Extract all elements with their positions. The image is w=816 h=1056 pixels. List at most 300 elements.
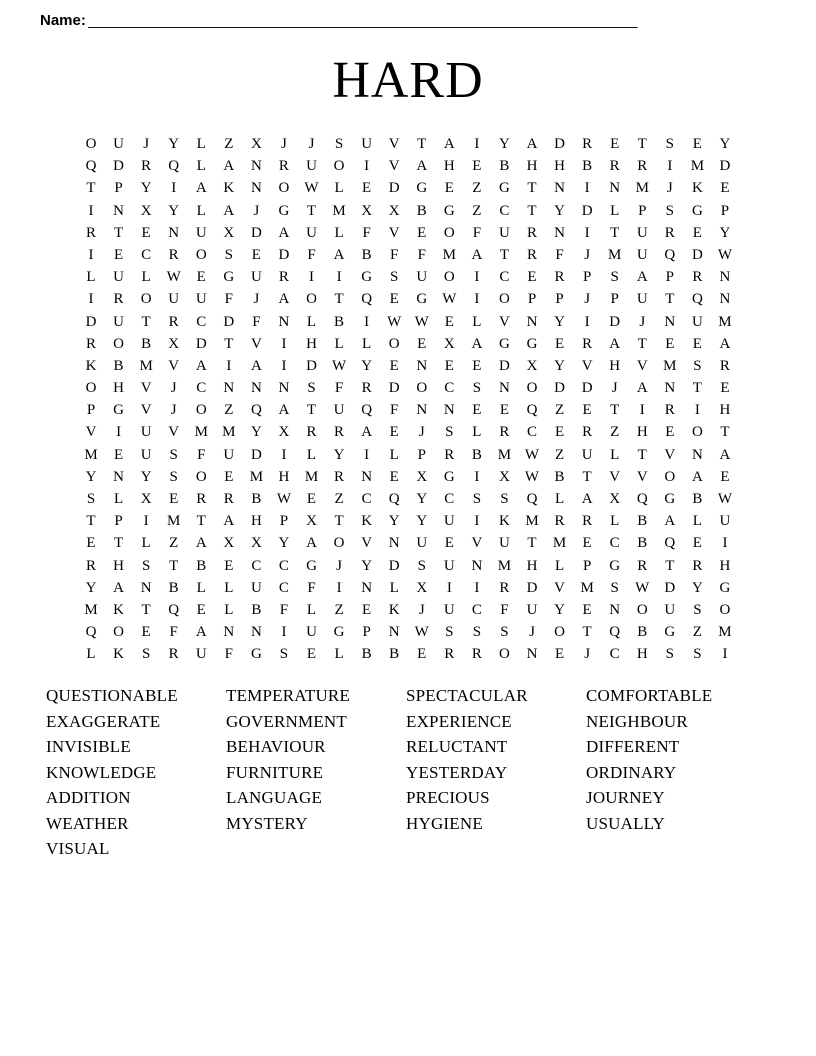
grid-cell[interactable]: E xyxy=(692,136,702,152)
grid-cell[interactable]: G xyxy=(250,646,262,663)
grid-cell[interactable]: A xyxy=(636,269,648,286)
grid-cell[interactable]: S xyxy=(610,269,619,286)
grid-cell[interactable]: J xyxy=(584,291,591,308)
grid-cell[interactable]: O xyxy=(636,601,648,618)
grid-cell[interactable]: T xyxy=(113,224,124,241)
grid-cell[interactable]: R xyxy=(719,357,730,374)
grid-cell[interactable]: I xyxy=(309,269,314,286)
grid-cell[interactable]: T xyxy=(141,601,151,618)
grid-cell[interactable]: Q xyxy=(361,402,373,419)
grid-cell[interactable]: I xyxy=(364,446,370,463)
grid-cell[interactable]: X xyxy=(250,136,262,152)
grid-cell[interactable]: G xyxy=(333,624,345,641)
word-list-item[interactable]: RELUCTANT xyxy=(406,737,508,757)
grid-cell[interactable]: O xyxy=(499,646,510,663)
grid-cell[interactable]: S xyxy=(141,646,151,663)
grid-cell[interactable]: R xyxy=(692,269,703,286)
grid-cell[interactable]: A xyxy=(416,158,428,175)
grid-cell[interactable]: V xyxy=(361,535,373,552)
grid-cell[interactable]: G xyxy=(719,579,731,596)
grid-cell[interactable]: T xyxy=(582,468,592,485)
grid-cell[interactable]: Y xyxy=(85,579,97,596)
grid-cell[interactable]: S xyxy=(224,246,233,263)
grid-cell[interactable]: V xyxy=(250,335,262,352)
grid-cell[interactable]: H xyxy=(636,646,648,663)
grid-cell[interactable]: T xyxy=(720,424,730,441)
grid-cell[interactable]: V xyxy=(471,535,483,552)
grid-cell[interactable]: E xyxy=(196,601,206,618)
grid-cell[interactable]: Z xyxy=(334,491,344,507)
word-list-item[interactable]: PRECIOUS xyxy=(406,788,490,808)
grid-cell[interactable]: X xyxy=(223,535,235,552)
grid-cell[interactable]: U xyxy=(691,313,703,330)
grid-cell[interactable]: O xyxy=(499,291,510,308)
grid-cell[interactable]: L xyxy=(306,601,317,618)
grid-cell[interactable]: I xyxy=(336,579,342,596)
grid-cell[interactable]: I xyxy=(584,180,590,197)
grid-cell[interactable]: K xyxy=(113,646,124,663)
grid-cell[interactable]: L xyxy=(86,646,96,663)
grid-cell[interactable]: T xyxy=(499,246,510,263)
grid-cell[interactable]: A xyxy=(278,224,290,241)
grid-cell[interactable]: H xyxy=(554,158,565,175)
grid-cell[interactable]: P xyxy=(114,513,123,530)
grid-cell[interactable]: E xyxy=(362,601,372,618)
grid-cell[interactable]: R xyxy=(499,424,510,441)
grid-cell[interactable]: R xyxy=(85,557,96,574)
grid-cell[interactable]: E xyxy=(582,402,592,419)
grid-cell[interactable]: M xyxy=(580,579,594,596)
grid-cell[interactable]: J xyxy=(308,136,315,152)
grid-cell[interactable]: W xyxy=(304,180,319,197)
grid-cell[interactable]: P xyxy=(665,269,674,286)
grid-cell[interactable]: I xyxy=(281,357,287,374)
grid-cell[interactable]: G xyxy=(113,402,124,419)
grid-cell[interactable]: H xyxy=(526,557,538,574)
grid-cell[interactable]: V xyxy=(140,402,152,419)
grid-cell[interactable]: Y xyxy=(388,513,400,530)
grid-cell[interactable]: T xyxy=(224,335,234,352)
grid-cell[interactable]: E xyxy=(389,424,399,441)
grid-cell[interactable]: D xyxy=(388,557,400,574)
grid-cell[interactable]: X xyxy=(416,579,428,596)
grid-cell[interactable]: R xyxy=(334,424,345,441)
grid-cell[interactable]: S xyxy=(445,424,454,441)
grid-cell[interactable]: R xyxy=(196,491,207,507)
grid-cell[interactable]: S xyxy=(279,646,289,663)
grid-cell[interactable]: M xyxy=(497,557,512,574)
grid-cell[interactable]: E xyxy=(389,357,399,374)
grid-cell[interactable]: N xyxy=(113,468,124,485)
grid-cell[interactable]: J xyxy=(170,402,177,419)
grid-cell[interactable]: G xyxy=(443,202,455,219)
grid-cell[interactable]: N xyxy=(223,624,235,641)
word-list-item[interactable]: MYSTERY xyxy=(226,813,308,833)
grid-cell[interactable]: S xyxy=(610,579,619,596)
grid-cell[interactable]: D xyxy=(85,313,97,330)
grid-cell[interactable]: L xyxy=(554,557,565,574)
grid-cell[interactable]: E xyxy=(582,535,592,552)
grid-cell[interactable]: N xyxy=(416,357,428,374)
grid-cell[interactable]: N xyxy=(499,380,510,397)
grid-cell[interactable]: U xyxy=(306,224,317,241)
grid-cell[interactable]: G xyxy=(306,557,317,574)
grid-cell[interactable]: Q xyxy=(526,491,538,507)
word-list-item[interactable]: HYGIENE xyxy=(406,813,483,833)
grid-cell[interactable]: M xyxy=(718,313,732,330)
grid-cell[interactable]: C xyxy=(444,380,455,397)
grid-cell[interactable]: E xyxy=(582,601,592,618)
grid-cell[interactable]: K xyxy=(691,180,703,197)
grid-cell[interactable]: D xyxy=(719,158,731,175)
grid-cell[interactable]: B xyxy=(168,579,179,596)
grid-cell[interactable]: P xyxy=(582,269,592,286)
grid-cell[interactable]: M xyxy=(663,357,677,374)
grid-cell[interactable]: U xyxy=(195,224,207,241)
grid-cell[interactable]: B xyxy=(361,246,372,263)
grid-cell[interactable]: L xyxy=(389,446,399,463)
grid-cell[interactable]: D xyxy=(581,202,593,219)
grid-cell[interactable]: L xyxy=(472,313,482,330)
grid-cell[interactable]: V xyxy=(581,357,593,374)
grid-cell[interactable]: Y xyxy=(168,136,180,152)
grid-cell[interactable]: S xyxy=(472,624,482,641)
grid-cell[interactable]: F xyxy=(224,291,233,308)
grid-cell[interactable]: F xyxy=(390,246,399,263)
grid-cell[interactable]: H xyxy=(278,468,290,485)
grid-cell[interactable]: U xyxy=(195,646,207,663)
grid-cell[interactable]: V xyxy=(140,380,152,397)
grid-cell[interactable]: Q xyxy=(85,624,97,641)
grid-cell[interactable]: N xyxy=(278,380,290,397)
grid-cell[interactable]: G xyxy=(664,624,676,641)
grid-cell[interactable]: X xyxy=(306,513,317,530)
grid-cell[interactable]: B xyxy=(692,491,703,507)
grid-cell[interactable]: E xyxy=(692,335,702,352)
grid-cell[interactable]: O xyxy=(306,291,317,308)
grid-cell[interactable]: L xyxy=(334,335,344,352)
word-list-item[interactable]: KNOWLEDGE xyxy=(46,762,157,782)
grid-cell[interactable]: A xyxy=(719,446,731,463)
grid-cell[interactable]: X xyxy=(223,224,235,241)
grid-cell[interactable]: O xyxy=(113,624,124,641)
grid-cell[interactable]: R xyxy=(554,269,565,286)
grid-cell[interactable]: Y xyxy=(554,601,565,618)
grid-cell[interactable]: Q xyxy=(168,158,180,175)
grid-cell[interactable]: E xyxy=(720,468,730,485)
word-list-item[interactable]: WEATHER xyxy=(46,813,129,833)
grid-cell[interactable]: E xyxy=(113,246,124,263)
grid-cell[interactable]: X xyxy=(250,535,262,552)
grid-cell[interactable]: O xyxy=(443,224,455,241)
grid-cell[interactable]: E xyxy=(417,646,427,663)
grid-cell[interactable]: A xyxy=(250,357,262,374)
grid-cell[interactable]: R xyxy=(526,246,537,263)
grid-cell[interactable]: E xyxy=(720,380,730,397)
grid-cell[interactable]: Y xyxy=(85,468,97,485)
grid-cell[interactable]: W xyxy=(166,269,181,286)
grid-cell[interactable]: Y xyxy=(140,180,152,197)
grid-cell[interactable]: R xyxy=(609,158,620,175)
grid-cell[interactable]: Y xyxy=(691,579,703,596)
word-list-item[interactable]: INVISIBLE xyxy=(46,737,131,757)
grid-cell[interactable]: I xyxy=(143,513,149,530)
word-list-item[interactable]: QUESTIONABLE xyxy=(46,686,178,706)
grid-cell[interactable]: B xyxy=(471,446,482,463)
grid-cell[interactable]: L xyxy=(224,601,234,618)
grid-cell[interactable]: R xyxy=(168,646,179,663)
grid-cell[interactable]: H xyxy=(250,513,262,530)
grid-cell[interactable]: S xyxy=(500,624,509,641)
grid-cell[interactable]: D xyxy=(691,246,703,263)
grid-cell[interactable]: W xyxy=(524,446,540,463)
grid-cell[interactable]: Y xyxy=(416,513,428,530)
grid-cell[interactable]: E xyxy=(554,335,565,352)
grid-cell[interactable]: A xyxy=(691,468,703,485)
grid-cell[interactable]: T xyxy=(141,313,151,330)
grid-cell[interactable]: Q xyxy=(664,535,676,552)
grid-cell[interactable]: V xyxy=(168,357,180,374)
grid-cell[interactable]: P xyxy=(114,180,123,197)
grid-cell[interactable]: T xyxy=(692,380,702,397)
grid-cell[interactable]: B xyxy=(416,202,427,219)
grid-cell[interactable]: X xyxy=(361,202,373,219)
grid-cell[interactable]: W xyxy=(635,579,650,596)
grid-cell[interactable]: L xyxy=(334,180,344,197)
grid-cell[interactable]: E xyxy=(665,335,675,352)
grid-cell[interactable]: P xyxy=(610,291,619,308)
grid-cell[interactable]: P xyxy=(86,402,96,419)
grid-cell[interactable]: Z xyxy=(554,446,565,463)
grid-cell[interactable]: V xyxy=(388,224,400,241)
grid-cell[interactable]: V xyxy=(664,446,676,463)
grid-cell[interactable]: E xyxy=(472,402,482,419)
grid-cell[interactable]: T xyxy=(306,402,317,419)
grid-cell[interactable]: E xyxy=(554,424,565,441)
grid-cell[interactable]: T xyxy=(527,535,537,552)
grid-cell[interactable]: N xyxy=(250,180,262,197)
grid-cell[interactable]: N xyxy=(250,158,262,175)
grid-cell[interactable]: G xyxy=(499,335,510,352)
grid-cell[interactable]: L xyxy=(472,424,482,441)
grid-cell[interactable]: S xyxy=(445,624,454,641)
grid-cell[interactable]: S xyxy=(169,468,178,485)
grid-cell[interactable]: X xyxy=(499,468,510,485)
grid-cell[interactable]: L xyxy=(554,491,565,507)
grid-cell[interactable]: R xyxy=(582,335,593,352)
grid-cell[interactable]: F xyxy=(390,402,399,419)
grid-cell[interactable]: T xyxy=(637,136,647,152)
grid-cell[interactable]: A xyxy=(195,624,207,641)
grid-cell[interactable]: S xyxy=(141,557,151,574)
grid-cell[interactable]: U xyxy=(195,291,207,308)
grid-cell[interactable]: U xyxy=(443,513,455,530)
word-list-item[interactable]: DIFFERENT xyxy=(586,737,680,757)
word-list-item[interactable]: SPECTACULAR xyxy=(406,686,528,706)
grid-cell[interactable]: M xyxy=(84,446,98,463)
grid-cell[interactable]: V xyxy=(636,468,648,485)
grid-cell[interactable]: C xyxy=(609,646,620,663)
grid-cell[interactable]: R xyxy=(637,557,648,574)
grid-cell[interactable]: E xyxy=(554,646,565,663)
grid-cell[interactable]: C xyxy=(251,557,262,574)
grid-cell[interactable]: E xyxy=(499,402,510,419)
grid-cell[interactable]: L xyxy=(86,269,96,286)
grid-cell[interactable]: N xyxy=(719,291,731,308)
grid-cell[interactable]: S xyxy=(665,202,674,219)
grid-cell[interactable]: A xyxy=(609,335,621,352)
grid-cell[interactable]: A xyxy=(526,136,538,152)
word-list-item[interactable]: EXAGGERATE xyxy=(46,711,161,731)
grid-cell[interactable]: E xyxy=(444,535,454,552)
grid-cell[interactable]: P xyxy=(279,513,289,530)
grid-cell[interactable]: A xyxy=(223,513,235,530)
grid-cell[interactable]: I xyxy=(226,357,232,374)
grid-cell[interactable]: V xyxy=(636,357,648,374)
grid-cell[interactable]: A xyxy=(195,357,207,374)
grid-cell[interactable]: U xyxy=(140,446,152,463)
grid-cell[interactable]: J xyxy=(253,291,260,308)
grid-cell[interactable]: Z xyxy=(554,402,565,419)
grid-cell[interactable]: B xyxy=(637,535,648,552)
grid-cell[interactable]: M xyxy=(222,424,236,441)
grid-cell[interactable]: I xyxy=(88,202,94,219)
grid-cell[interactable]: O xyxy=(113,335,124,352)
grid-cell[interactable]: B xyxy=(554,468,565,485)
grid-cell[interactable]: W xyxy=(331,357,347,374)
grid-cell[interactable]: E xyxy=(720,180,730,197)
grid-cell[interactable]: N xyxy=(554,180,565,197)
grid-cell[interactable]: I xyxy=(116,424,122,441)
grid-cell[interactable]: I xyxy=(474,579,480,596)
grid-cell[interactable]: R xyxy=(582,513,593,530)
grid-cell[interactable]: O xyxy=(333,535,345,552)
grid-cell[interactable]: O xyxy=(719,601,731,618)
grid-cell[interactable]: K xyxy=(361,513,373,530)
grid-cell[interactable]: N xyxy=(554,224,565,241)
grid-cell[interactable]: R xyxy=(499,579,510,596)
word-list-item[interactable]: ORDINARY xyxy=(586,762,677,782)
grid-cell[interactable]: L xyxy=(141,535,151,552)
grid-cell[interactable]: D xyxy=(554,380,565,397)
grid-cell[interactable]: M xyxy=(332,202,346,219)
word-list-item[interactable]: JOURNEY xyxy=(586,788,665,808)
grid-cell[interactable]: L xyxy=(334,646,344,663)
grid-cell[interactable]: L xyxy=(196,202,206,219)
grid-cell[interactable]: M xyxy=(690,158,705,175)
grid-cell[interactable]: Z xyxy=(472,202,482,219)
grid-cell[interactable]: E xyxy=(610,136,620,152)
grid-cell[interactable]: B xyxy=(251,601,262,618)
grid-cell[interactable]: S xyxy=(334,136,344,152)
grid-cell[interactable]: C xyxy=(196,380,207,397)
grid-cell[interactable]: S xyxy=(665,136,674,152)
grid-cell[interactable]: S xyxy=(307,380,316,397)
grid-cell[interactable]: E xyxy=(527,269,537,286)
grid-cell[interactable]: W xyxy=(276,491,292,507)
grid-cell[interactable]: O xyxy=(85,380,97,397)
grid-cell[interactable]: L xyxy=(334,224,344,241)
grid-cell[interactable]: J xyxy=(639,313,646,330)
grid-cell[interactable]: X xyxy=(140,491,152,507)
grid-cell[interactable]: C xyxy=(499,269,510,286)
grid-cell[interactable]: S xyxy=(500,491,509,507)
grid-cell[interactable]: O xyxy=(85,136,97,152)
grid-cell[interactable]: D xyxy=(581,380,593,397)
grid-cell[interactable]: H xyxy=(719,402,731,419)
grid-cell[interactable]: S xyxy=(472,491,482,507)
grid-cell[interactable]: N xyxy=(250,380,262,397)
grid-cell[interactable]: R xyxy=(334,468,345,485)
grid-cell[interactable]: S xyxy=(693,646,702,663)
grid-cell[interactable]: A xyxy=(278,291,290,308)
grid-cell[interactable]: F xyxy=(197,446,206,463)
word-list-item[interactable]: COMFORTABLE xyxy=(586,686,713,706)
grid-cell[interactable]: E xyxy=(444,180,454,197)
grid-cell[interactable]: K xyxy=(85,357,97,374)
grid-cell[interactable]: K xyxy=(499,513,510,530)
grid-cell[interactable]: B xyxy=(499,158,510,175)
grid-cell[interactable]: R xyxy=(664,224,675,241)
grid-cell[interactable]: E xyxy=(306,646,317,663)
grid-cell[interactable]: U xyxy=(581,446,593,463)
grid-cell[interactable]: I xyxy=(446,579,452,596)
grid-cell[interactable]: S xyxy=(169,446,178,463)
grid-cell[interactable]: T xyxy=(334,291,344,308)
grid-cell[interactable]: L xyxy=(306,313,317,330)
grid-cell[interactable]: Q xyxy=(664,246,676,263)
grid-cell[interactable]: R xyxy=(168,246,179,263)
grid-cell[interactable]: V xyxy=(554,579,565,596)
grid-cell[interactable]: U xyxy=(113,136,124,152)
grid-cell[interactable]: N xyxy=(526,646,538,663)
grid-cell[interactable]: A xyxy=(664,513,676,530)
grid-cell[interactable]: H xyxy=(113,557,124,574)
grid-cell[interactable]: U xyxy=(113,313,124,330)
grid-cell[interactable]: D xyxy=(250,446,262,463)
grid-cell[interactable]: N xyxy=(526,313,538,330)
grid-cell[interactable]: J xyxy=(143,136,150,152)
grid-cell[interactable]: R xyxy=(582,136,593,152)
grid-cell[interactable]: X xyxy=(140,202,152,219)
grid-cell[interactable]: D xyxy=(499,357,510,374)
grid-cell[interactable]: F xyxy=(334,380,344,397)
grid-cell[interactable]: L xyxy=(306,446,317,463)
grid-cell[interactable]: V xyxy=(499,313,510,330)
grid-cell[interactable]: W xyxy=(442,291,457,308)
grid-cell[interactable]: Q xyxy=(526,402,538,419)
grid-cell[interactable]: G xyxy=(416,180,428,197)
grid-cell[interactable]: A xyxy=(361,424,373,441)
grid-cell[interactable]: E xyxy=(141,624,151,641)
grid-cell[interactable]: U xyxy=(306,158,317,175)
grid-cell[interactable]: N xyxy=(140,579,152,596)
grid-cell[interactable]: P xyxy=(417,446,426,463)
grid-cell[interactable]: T xyxy=(665,557,675,574)
grid-cell[interactable]: A xyxy=(223,202,235,219)
grid-cell[interactable]: Y xyxy=(278,535,290,552)
grid-cell[interactable]: B xyxy=(251,491,262,507)
grid-cell[interactable]: X xyxy=(526,357,538,374)
grid-cell[interactable]: M xyxy=(304,468,319,485)
grid-cell[interactable]: J xyxy=(611,380,618,397)
grid-cell[interactable]: G xyxy=(609,557,621,574)
grid-cell[interactable]: M xyxy=(718,624,732,641)
grid-cell[interactable]: R xyxy=(637,158,648,175)
grid-cell[interactable]: I xyxy=(474,513,480,530)
grid-cell[interactable]: O xyxy=(140,291,152,308)
grid-cell[interactable]: D xyxy=(278,246,290,263)
